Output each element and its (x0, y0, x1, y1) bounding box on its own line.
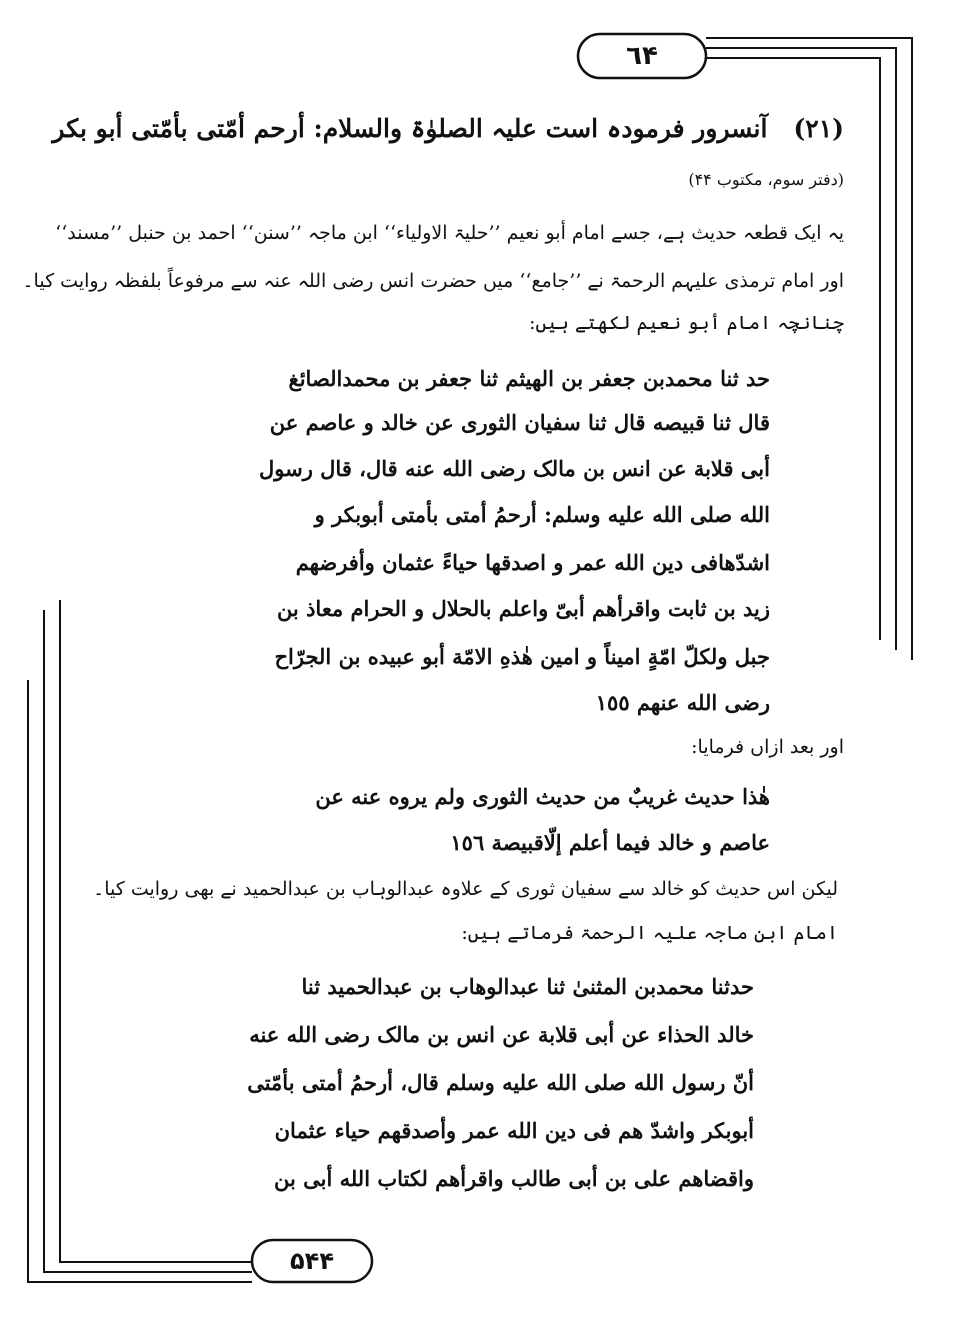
section-title: آنسرور فرمودہ است علیہ الصلوٰۃ والسلام: أرحم أمّتی بأمّتی أبو بکر (52, 114, 768, 143)
arabic-quote-line: رضى الله عنهم ١٥٥ (595, 690, 770, 715)
arabic-quote-line: عاصم و خالد فيما أعلم إلّاقبيصة ١٥٦ (450, 830, 770, 855)
arabic-quote-line: أبوبكر واشدّ هم فى دين الله عمر وأصدقهم حياء عثمان (274, 1118, 754, 1143)
arabic-quote-line: أنّ رسول الله صلى الله عليه وسلم قال، أرحمُ أمتى بأمّتى (247, 1070, 754, 1095)
section-reference: (دفتر سوم، مکتوب ۴۴) (688, 170, 844, 189)
arabic-quote-line: قال ثنا قبيصه قال ثنا سفيان الثورى عن خالد و عاصم عن (269, 410, 770, 435)
arabic-quote-line: واقضاهم على بن أبى طالب واقرأهم لكتاب الله أبى بن (273, 1166, 754, 1191)
arabic-quote-line: خالد الحذاء عن أبى قلابة عن انس بن مالک رضى الله عنه (249, 1022, 754, 1047)
paragraph-line: یہ ایک قطعہ حدیث ہے، جسے امام أبو نعیم ’’حلیۃ الاولیاء‘‘ ابن ماجہ ’’سنن‘‘ احمد بن حنبل ’’مسند‘‘ (55, 222, 844, 244)
section-number: (۲۱) (793, 114, 844, 143)
paragraph-line: لیکن اس حدیث کو خالد سے سفیان ثوری کے علاوہ عبدالوہاب بن عبدالحمید نے بھی روایت کیا۔ (93, 878, 838, 900)
paragraph-line: امام ابن ماجہ علیہ الرحمۃ فرماتے ہیں: (461, 922, 838, 944)
arabic-quote-line: أبى قلابة عن انس بن مالک رضى الله عنه قال، قال رسول (259, 456, 770, 481)
paragraph-line: چنانچہ امام أبو نعیم لکھتے ہیں: (529, 312, 844, 334)
bottom-page-number: ۵۴۴ (290, 1247, 334, 1275)
paragraph-line: اور بعد ازاں فرمایا: (691, 736, 844, 758)
arabic-quote-line: هٰذا حديث غريبٌ من حديث الثورى ولم يروه عنه عن (315, 784, 770, 809)
arabic-quote-line: حد ثنا محمدبن جعفر بن الهيثم ثنا جعفر بن محمدالصائغ (288, 366, 770, 391)
top-page-number: ٦۴ (626, 41, 658, 71)
arabic-quote-line: زيد بن ثابت واقرأهم أبىّ واعلم بالحلال و الحرام معاذ بن (276, 596, 770, 621)
arabic-quote-line: الله صلى الله عليه وسلم: أرحمُ أمتى بأمتى أبوبكر و (314, 502, 770, 527)
section-heading (52, 114, 844, 143)
arabic-quote-line: جبل ولكلّ امّةٍ اميناً و امين هٰذهِ الامّة أبو عبيده بن الجرّاح (274, 644, 770, 669)
arabic-quote-line: حدثنا محمدبن المثنىٰ ثنا عبدالوهاب بن عبدالحميد ثنا (301, 974, 754, 999)
paragraph-line: اور امام ترمذی علیہم الرحمۃ نے ’’جامع‘‘ میں حضرت انس رضی اللہ عنہ سے مرفوعاً بلفظہ روایت کیا۔ (22, 270, 844, 292)
arabic-quote-line: اشدّهافى دين الله عمر و اصدقها حياءً عثمان وأفرضهم (295, 550, 770, 575)
